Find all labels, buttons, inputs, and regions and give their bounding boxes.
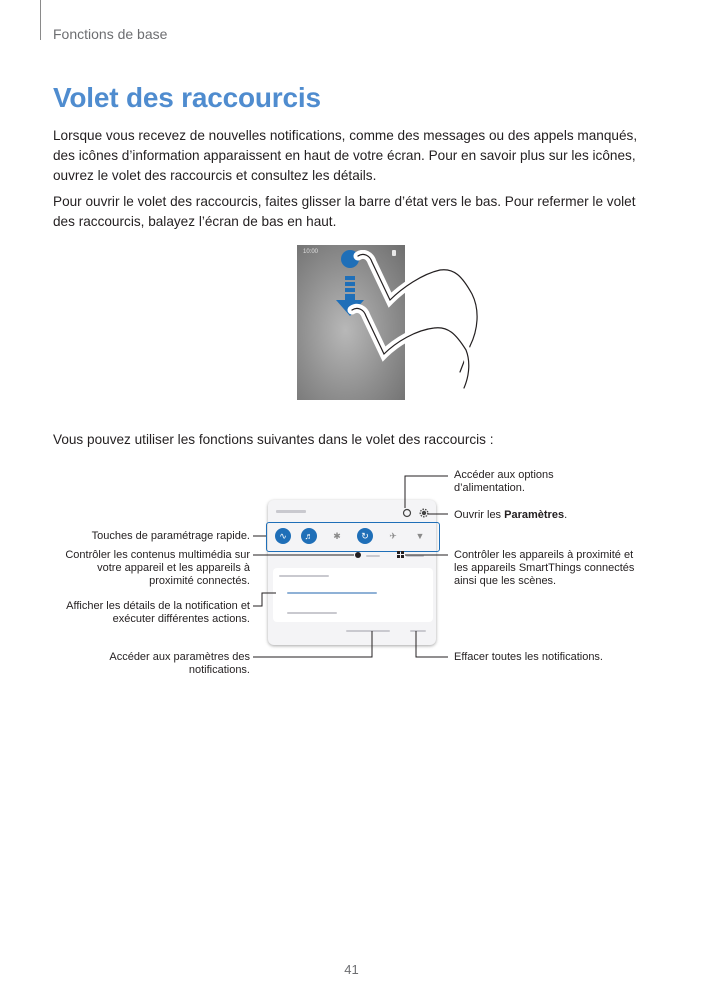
callout-smartthings: Contrôler les appareils à proximité et les appareils SmartThings connectés ainsi que les scènes. [454, 549, 635, 587]
sound-icon[interactable]: ♬ [301, 528, 317, 544]
airplane-icon[interactable]: ✈ [389, 530, 397, 541]
callout-open-settings [454, 509, 654, 522]
bluetooth-icon[interactable]: ✱ [333, 530, 341, 541]
callout-clear-all: Effacer toutes les notifications. [454, 651, 603, 663]
wifi-icon[interactable]: ∿ [275, 528, 291, 544]
callout-media: Contrôler les contenus multimédia sur votre appareil et les appareils à proximité connectés. [65, 549, 250, 587]
section-label: Fonctions de base [53, 26, 168, 42]
rotate-icon[interactable]: ↻ [357, 528, 373, 544]
callout-settings-bold: Paramètres [504, 509, 565, 521]
phone-status-time: 10:00 [303, 249, 319, 255]
callout-settings-suffix: . [564, 509, 568, 521]
open-close-paragraph: Pour ouvrir le volet des raccourcis, faites glisser la barre d’état vers le bas. Pour refermer le volet des raccourcis, balayez l’écran de bas en haut. [53, 194, 636, 229]
functions-intro-paragraph: Vous pouvez utiliser les fonctions suivantes dans le volet des raccourcis : [53, 432, 494, 447]
intro-paragraph: Lorsque vous recevez de nouvelles notifications, comme des messages ou des appels manqués, des icônes d’information apparaissent en haut de votre écran. Pour en savoir plus sur les icônes, ouvrez le volet des raccourcis et consultez les détails. [53, 128, 638, 183]
flashlight-icon[interactable]: ▼ [415, 530, 425, 541]
callout-settings-prefix: Ouvrir les [454, 509, 505, 521]
callout-quick-settings: Touches de paramétrage rapide. [91, 530, 250, 542]
page-title: Volet des raccourcis [53, 82, 321, 113]
callout-notification-settings: Accéder aux paramètres des notifications. [109, 651, 250, 676]
callout-notification-details: Afficher les détails de la notification et exécuter différentes actions. [66, 600, 250, 625]
callout-power-options: Accéder aux options d’alimentation. [454, 469, 554, 494]
page-number: 41 [344, 962, 359, 977]
